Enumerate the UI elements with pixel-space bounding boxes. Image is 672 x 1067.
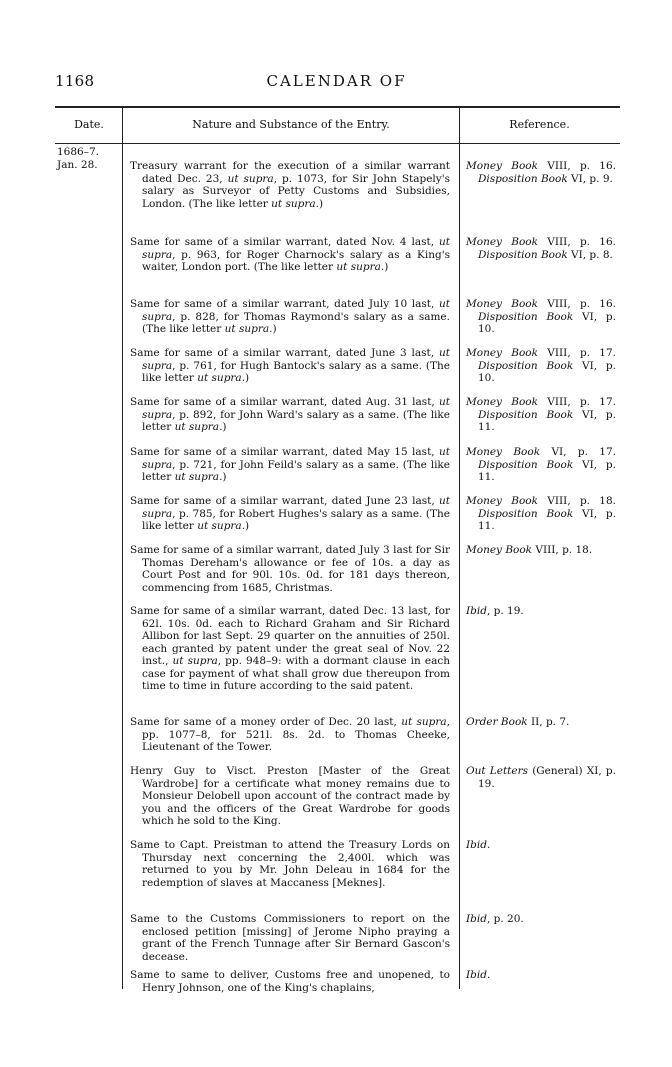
entry-text: Same for same of a similar warrant, dated June 23 last, ut supra, p. 785, for Robert Hughes's salary as a same. (The like letter ut supra.) bbox=[130, 495, 450, 532]
entry-date bbox=[57, 146, 119, 171]
page-header bbox=[55, 72, 618, 94]
entry-text: Same for same of a similar warrant, dated July 10 last, ut supra, p. 828, for Thomas Raymond's salary as a same. (The like letter ut supra.) bbox=[130, 298, 450, 335]
entry-text: Same for same of a similar warrant, dated May 15 last, ut supra, p. 721, for John Feild's salary as a same. (The like letter ut supra.) bbox=[130, 446, 450, 483]
entry-reference: Money Book VIII, p. 18. bbox=[466, 544, 593, 556]
entry-text: Same to same to deliver, Customs free and unopened, to Henry Johnson, one of the King's chaplains, bbox=[130, 969, 450, 994]
entry-reference: Money Book VIII, p. 16. Disposition Book VI, p. 8. bbox=[466, 236, 616, 261]
date-day: Jan. 28. bbox=[57, 158, 98, 171]
entry-text: Same for same of a similar warrant, dated Dec. 13 last, for 62l. 10s. 0d. each to Richard Graham and Sir Richard Allibon for last Sept. 29 quarter on the annuities of 250l. each granted by patent under the great seal of Nov. 22 inst., ut supra, pp. 948–9: with a dormant clause in each case for payment of what shall grow due thereupon from time to time in future according to the said patent. bbox=[130, 605, 450, 692]
entry-text: Same to the Customs Commissioners to report on the enclosed petition [missing] of Jerome Nipho praying a grant of the French Tunnage after Sir Bernard Gascon's decease. bbox=[130, 913, 450, 963]
entry-reference: Money Book VIII, p. 18. Disposition Book VI, p. 11. bbox=[466, 495, 616, 532]
page-title: CALENDAR OF bbox=[266, 72, 407, 90]
entry-reference: Order Book II, p. 7. bbox=[466, 716, 570, 728]
entry-text: Same for same of a similar warrant, dated July 3 last for Sir Thomas Dereham's allowance or fee of 10s. a day as Court Post and for 90l. 10s. 0d. for 181 days thereon, commencing from 1685, Christmas. bbox=[130, 544, 450, 594]
entry-reference: Out Letters (General) XI, p. 19. bbox=[466, 765, 616, 790]
header-bottom-rule bbox=[55, 143, 620, 144]
entry-reference: Ibid. bbox=[466, 969, 491, 981]
table-top-rule bbox=[55, 106, 620, 108]
entry-text: Same for same of a money order of Dec. 20 last, ut supra, pp. 1077–8, for 521l. 8s. 2d. to Thomas Cheeke, Lieutenant of the Tower. bbox=[130, 716, 450, 753]
column-header-reference: Reference. bbox=[509, 118, 570, 131]
entry-text: Same to Capt. Preistman to attend the Treasury Lords on Thursday next concerning the 2,400l. which was returned to you by Mr. John Deleau in 1684 for the redemption of slaves at Maccaness [Meknes]. bbox=[130, 839, 450, 889]
entry-reference: Ibid. bbox=[466, 839, 491, 851]
entry-text: Treasury warrant for the execution of a similar warrant dated Dec. 23, ut supra, p. 1073, for Sir John Stapely's salary as Surveyor of Petty Customs and Subsidies, London. (The like letter ut supra.) bbox=[130, 160, 450, 210]
entry-reference: Money Book VI, p. 17. Disposition Book VI, p. 11. bbox=[466, 446, 616, 483]
entry-reference: Money Book VIII, p. 16. Disposition Book VI, p. 10. bbox=[466, 298, 616, 335]
entry-text: Same for same of a similar warrant, dated June 3 last, ut supra, p. 761, for Hugh Bantock's salary as a same. (The like letter ut supra.) bbox=[130, 347, 450, 384]
date-year: 1686–7. bbox=[57, 146, 99, 158]
page-number: 1168 bbox=[55, 72, 95, 90]
column-divider-2 bbox=[459, 107, 460, 989]
entry-text: Same for same of a similar warrant, dated Nov. 4 last, ut supra, p. 963, for Roger Charnock's salary as a King's waiter, London port. (The like letter ut supra.) bbox=[130, 236, 450, 273]
entry-text: Henry Guy to Visct. Preston [Master of the Great Wardrobe] for a certificate what money remains due to Monsieur Delobell upon account of the contract made by you and the officers of the Great Wardrobe for goods which he sold to the King. bbox=[130, 765, 450, 827]
entry-reference: Ibid, p. 19. bbox=[466, 605, 524, 617]
column-header-nature: Nature and Substance of the Entry. bbox=[192, 118, 390, 131]
entry-text: Same for same of a similar warrant, dated Aug. 31 last, ut supra, p. 892, for John Ward's salary as a same. (The like letter ut supra.) bbox=[130, 396, 450, 433]
column-header-date: Date. bbox=[74, 118, 104, 131]
entry-reference: Money Book VIII, p. 17. Disposition Book VI, p. 10. bbox=[466, 347, 616, 384]
entry-reference: Money Book VIII, p. 16. Disposition Book VI, p. 9. bbox=[466, 160, 616, 185]
entry-reference: Ibid, p. 20. bbox=[466, 913, 524, 925]
entry-reference: Money Book VIII, p. 17. Disposition Book VI, p. 11. bbox=[466, 396, 616, 433]
column-divider-1 bbox=[122, 107, 123, 989]
